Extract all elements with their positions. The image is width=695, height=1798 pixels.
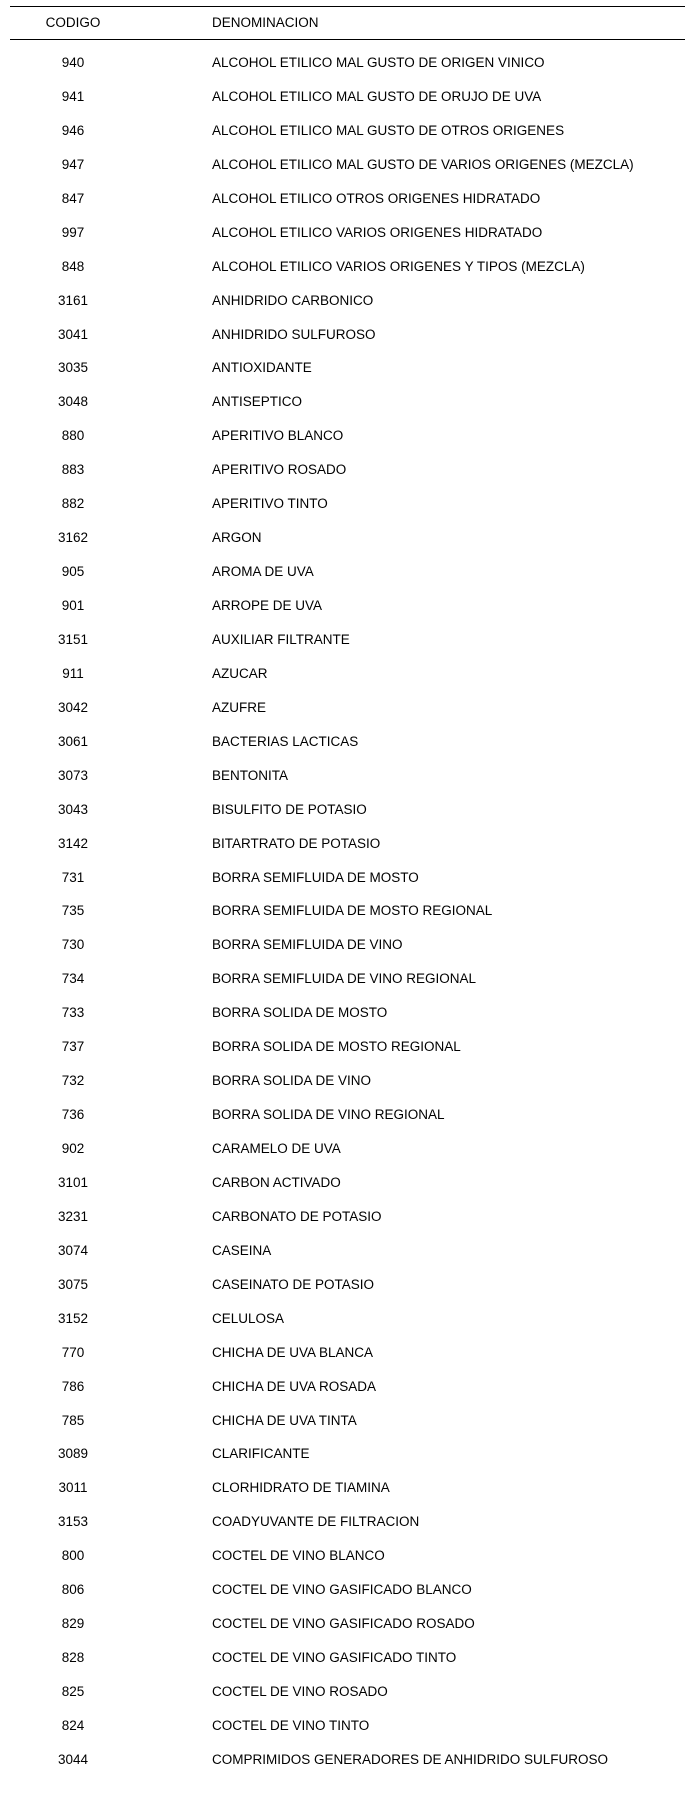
row-code: 941: [61, 88, 85, 104]
row-name: ANHIDRIDO CARBONICO: [212, 292, 374, 308]
row-name: ALCOHOL ETILICO OTROS ORIGENES HIDRATADO: [212, 190, 541, 206]
row-name: ANTISEPTICO: [212, 394, 303, 410]
table-row: [0, 1037, 695, 1071]
row-name: COMPRIMIDOS GENERADORES DE ANHIDRIDO SULFUROSO: [212, 1751, 609, 1767]
row-code: 848: [61, 258, 85, 274]
row-name: CHICHA DE UVA BLANCA: [212, 1344, 374, 1360]
row-name: CLORHIDRATO DE TIAMINA: [212, 1480, 390, 1496]
table-row: [0, 358, 695, 392]
row-code: 3151: [57, 631, 89, 647]
table-row: [0, 1139, 695, 1173]
row-name: BORRA SEMIFLUIDA DE MOSTO: [212, 869, 419, 885]
row-name: AROMA DE UVA: [212, 564, 314, 580]
row-name: ANTIOXIDANTE: [212, 360, 312, 376]
table-row: [0, 1411, 695, 1445]
table-row: [0, 426, 695, 460]
table-row: [0, 1003, 695, 1037]
row-name: COCTEL DE VINO ROSADO: [212, 1684, 388, 1699]
table-row: [0, 901, 695, 935]
row-name: AUXILIAR FILTRANTE: [212, 631, 350, 647]
row-code: 829: [61, 1616, 85, 1632]
row-name: BORRA SOLIDA DE MOSTO: [212, 1005, 388, 1021]
table-row: [0, 1682, 695, 1716]
table-row: [0, 664, 695, 698]
row-code: 733: [61, 1005, 85, 1021]
table-row: [0, 257, 695, 291]
table-row: [0, 460, 695, 494]
table-row: [0, 1716, 695, 1750]
table-row: [0, 1241, 695, 1275]
row-code: 734: [61, 971, 85, 987]
row-name: ALCOHOL ETILICO MAL GUSTO DE VARIOS ORIGENES (MEZCLA): [212, 156, 634, 172]
row-name: CARAMELO DE UVA: [212, 1141, 341, 1156]
table-row: [0, 53, 695, 87]
row-name: ALCOHOL ETILICO MAL GUSTO DE OTROS ORIGENES: [212, 122, 565, 138]
row-name: BORRA SOLIDA DE MOSTO REGIONAL: [212, 1039, 461, 1055]
row-code: 3101: [57, 1174, 89, 1190]
row-name: ARROPE DE UVA: [212, 598, 323, 613]
row-name: ANHIDRIDO SULFUROSO: [212, 326, 376, 342]
row-name: BORRA SOLIDA DE VINO REGIONAL: [212, 1107, 445, 1123]
row-name: CARBONATO DE POTASIO: [212, 1208, 382, 1224]
header-rule: [10, 39, 685, 40]
row-code: 3035: [57, 360, 89, 376]
row-name: CHICHA DE UVA TINTA: [212, 1412, 357, 1428]
row-name: CLARIFICANTE: [212, 1446, 310, 1462]
table-row: [0, 494, 695, 528]
row-name: CARBON ACTIVADO: [212, 1174, 341, 1190]
row-code: 3043: [57, 801, 89, 817]
row-code: 732: [61, 1073, 85, 1089]
row-name: CASEINA: [212, 1242, 272, 1258]
table-row: [0, 1071, 695, 1105]
table-row: [0, 1580, 695, 1614]
table-row: [0, 630, 695, 664]
row-name: CELULOSA: [212, 1310, 285, 1326]
row-code: 3048: [57, 394, 89, 410]
row-code: 737: [61, 1039, 85, 1055]
row-code: 3161: [57, 292, 89, 308]
row-code: 883: [61, 462, 85, 478]
table-row: [0, 223, 695, 257]
table-row: [0, 1614, 695, 1648]
row-code: 3089: [57, 1446, 89, 1462]
table-row: [0, 1444, 695, 1478]
table-row: [0, 935, 695, 969]
row-code: 3142: [57, 835, 89, 851]
row-name: COCTEL DE VINO GASIFICADO BLANCO: [212, 1582, 472, 1598]
row-code: 3044: [57, 1751, 89, 1767]
row-name: CHICHA DE UVA ROSADA: [212, 1378, 377, 1394]
row-code: 735: [61, 903, 85, 919]
row-name: APERITIVO BLANCO: [212, 428, 344, 444]
row-code: 997: [61, 224, 85, 240]
row-code: 786: [61, 1378, 85, 1394]
table-row: [0, 1207, 695, 1241]
table-row: [0, 189, 695, 223]
table-body: [0, 53, 695, 1784]
row-code: 3073: [57, 767, 89, 783]
row-code: 3061: [57, 733, 89, 749]
row-code: 3153: [57, 1514, 89, 1530]
table-row: [0, 868, 695, 902]
table-row: [0, 1173, 695, 1207]
row-code: 3074: [57, 1242, 89, 1258]
row-name: BORRA SEMIFLUIDA DE MOSTO REGIONAL: [212, 903, 493, 919]
table-row: [0, 562, 695, 596]
row-name: COCTEL DE VINO BLANCO: [212, 1548, 385, 1564]
row-code: 785: [61, 1412, 85, 1428]
row-code: 770: [61, 1344, 85, 1360]
row-code: 800: [61, 1548, 85, 1564]
header-code: CODIGO: [45, 15, 101, 30]
row-name: BISULFITO DE POTASIO: [212, 801, 367, 817]
row-name: BENTONITA: [212, 767, 289, 783]
table-header: [0, 13, 695, 33]
row-name: BITARTRATO DE POTASIO: [212, 835, 381, 851]
row-name: ALCOHOL ETILICO MAL GUSTO DE ORUJO DE UVA: [212, 88, 542, 104]
row-name: AZUFRE: [212, 699, 266, 715]
row-code: 825: [61, 1684, 85, 1699]
row-name: APERITIVO ROSADO: [212, 462, 347, 478]
row-name: COCTEL DE VINO GASIFICADO ROSADO: [212, 1616, 475, 1632]
row-code: 905: [61, 564, 85, 580]
table-row: [0, 1377, 695, 1411]
row-name: ARGON: [212, 530, 262, 546]
row-code: 947: [61, 156, 85, 172]
table-row: [0, 596, 695, 630]
row-code: 828: [61, 1650, 85, 1666]
row-name: BORRA SOLIDA DE VINO: [212, 1073, 372, 1089]
table-row: [0, 1105, 695, 1139]
table-row: [0, 1343, 695, 1377]
table-row: [0, 1648, 695, 1682]
table-row: [0, 528, 695, 562]
row-code: 901: [61, 598, 85, 613]
row-code: 806: [61, 1582, 85, 1598]
row-code: 3075: [57, 1276, 89, 1292]
row-name: APERITIVO TINTO: [212, 496, 328, 512]
table-row: [0, 1478, 695, 1512]
table-row: [0, 800, 695, 834]
row-code: 3162: [57, 530, 89, 546]
row-name: ALCOHOL ETILICO MAL GUSTO DE ORIGEN VINICO: [212, 55, 545, 70]
table-row: [0, 1275, 695, 1309]
row-name: CASEINATO DE POTASIO: [212, 1276, 375, 1292]
table-row: [0, 834, 695, 868]
table-row: [0, 1309, 695, 1343]
row-code: 731: [61, 869, 85, 885]
table-row: [0, 766, 695, 800]
row-name: COCTEL DE VINO TINTO: [212, 1717, 370, 1733]
row-code: 824: [61, 1717, 85, 1733]
table-row: [0, 1750, 695, 1784]
row-code: 902: [61, 1141, 85, 1156]
row-code: 3041: [57, 326, 89, 342]
table-row: [0, 1512, 695, 1546]
row-name: ALCOHOL ETILICO VARIOS ORIGENES HIDRATADO: [212, 224, 543, 240]
row-name: COADYUVANTE DE FILTRACION: [212, 1514, 420, 1530]
row-code: 940: [61, 55, 85, 70]
header-name: DENOMINACION: [212, 15, 319, 30]
row-code: 3152: [57, 1310, 89, 1326]
top-rule: [10, 6, 685, 7]
row-code: 847: [61, 190, 85, 206]
row-name: AZUCAR: [212, 665, 268, 681]
row-code: 946: [61, 122, 85, 138]
row-name: BORRA SEMIFLUIDA DE VINO REGIONAL: [212, 971, 477, 987]
row-code: 882: [61, 496, 85, 512]
table-row: [0, 698, 695, 732]
table-row: [0, 87, 695, 121]
row-name: COCTEL DE VINO GASIFICADO TINTO: [212, 1650, 457, 1666]
table-row: [0, 969, 695, 1003]
table-row: [0, 325, 695, 359]
table-row: [0, 291, 695, 325]
row-code: 3011: [58, 1480, 88, 1496]
row-code: 736: [61, 1107, 85, 1123]
table-row: [0, 392, 695, 426]
row-code: 730: [61, 937, 85, 953]
table-row: [0, 121, 695, 155]
row-name: BACTERIAS LACTICAS: [212, 733, 359, 749]
table-row: [0, 155, 695, 189]
row-code: 880: [61, 428, 85, 444]
row-name: ALCOHOL ETILICO VARIOS ORIGENES Y TIPOS (MEZCLA): [212, 258, 585, 274]
row-code: 3042: [57, 699, 89, 715]
row-code: 911: [62, 665, 84, 681]
table-row: [0, 1546, 695, 1580]
table-row: [0, 732, 695, 766]
row-code: 3231: [57, 1208, 89, 1224]
row-name: BORRA SEMIFLUIDA DE VINO: [212, 937, 403, 953]
